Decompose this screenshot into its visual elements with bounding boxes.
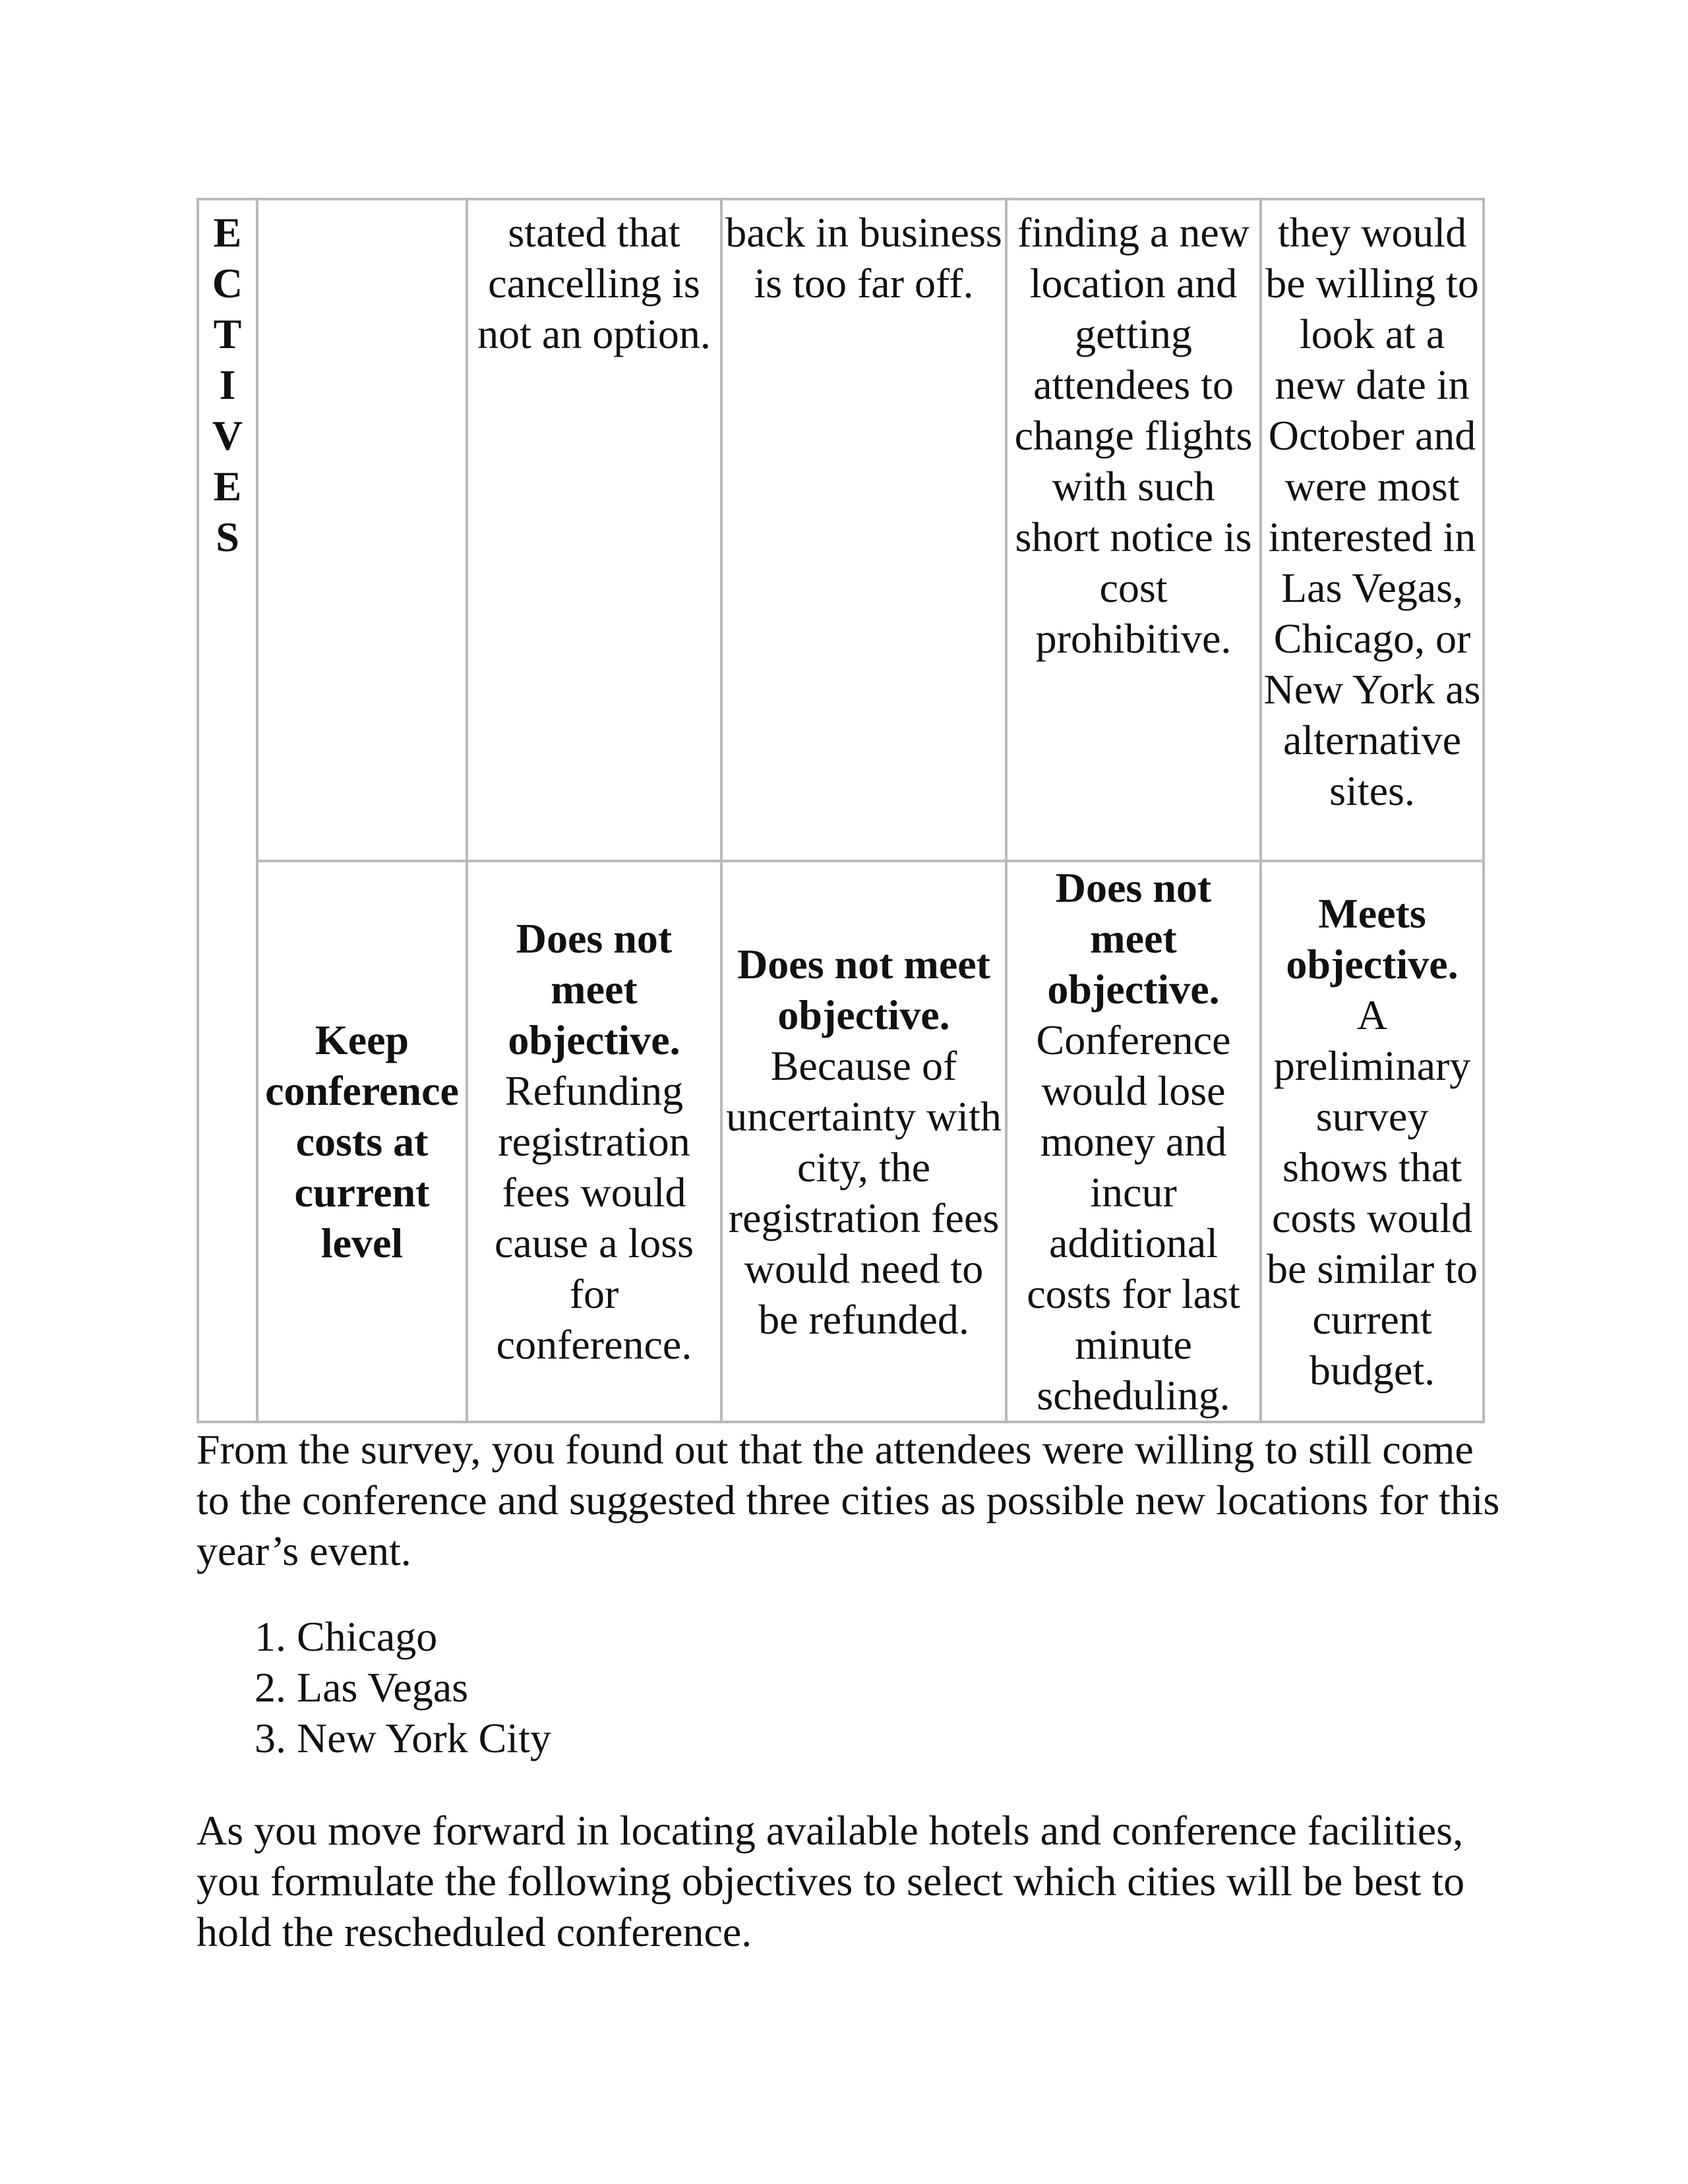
vertical-letter: V (212, 412, 243, 459)
vertical-label-cell (198, 199, 257, 1422)
objectives-table (196, 198, 1485, 1423)
table-cell (1006, 199, 1261, 861)
vertical-letter: C (212, 260, 243, 307)
table-cell (1006, 861, 1261, 1422)
vertical-letter: E (213, 209, 242, 256)
vertical-letter: E (213, 463, 242, 510)
table-row (198, 861, 1484, 1422)
vertical-letter: S (216, 514, 239, 560)
cell-text: back in business is too far off. (725, 209, 1002, 307)
criterion-cell (257, 199, 467, 861)
verdict-text: Does not meet objective. (1047, 864, 1220, 1013)
criterion-cell (257, 861, 467, 1422)
city-list (196, 1611, 551, 1763)
cell-text: Conference would lose money and incur additional costs for last minute scheduling. (1027, 1017, 1240, 1419)
table-row (198, 199, 1484, 861)
cell-text: stated that cancelling is not an option. (477, 209, 711, 357)
verdict-text: Meets objective. (1286, 889, 1459, 988)
list-item: 1. Chicago (297, 1611, 551, 1662)
list-item: 2. Las Vegas (297, 1662, 551, 1713)
table-cell (721, 199, 1006, 861)
verdict-text: Does not meet objective. (737, 940, 990, 1038)
vertical-label (199, 200, 256, 562)
vertical-letter: T (213, 310, 242, 357)
cell-text: finding a new location and getting attendees to change flights with such short notice is cost prohibitive. (1014, 209, 1253, 662)
cell-text: Refunding registration fees would cause a loss for conference. (494, 1067, 694, 1368)
table-cell (467, 861, 721, 1422)
table-cell (721, 861, 1006, 1422)
vertical-letter: I (219, 361, 236, 408)
objectives-paragraph: As you move forward in locating available hotels and conference facilities, you formulate the following objectives to select which cities will be best to hold the rescheduled conference. (196, 1807, 1465, 1955)
table-cell (467, 199, 721, 861)
verdict-text: Does not meet objective. (508, 915, 680, 1063)
list-item: 3. New York City (297, 1713, 551, 1763)
criterion-text: Keep conference costs at current level (265, 1017, 459, 1266)
cell-text: A preliminary survey shows that costs would be similar to current budget. (1267, 991, 1478, 1394)
survey-paragraph: From the survey, you found out that the attendees were willing to still come to the conference and suggested three cities as possible new locations for this year’s event. (196, 1426, 1500, 1574)
table-cell (1261, 199, 1484, 861)
cell-text: they would be willing to look at a new date in October and were most interested in Las Vegas, Chicago, or New York as alternative sites. (1263, 209, 1481, 814)
table-cell (1261, 861, 1484, 1422)
cell-text: Because of uncertainty with city, the registration fees would need to be refunded. (726, 1042, 1002, 1343)
